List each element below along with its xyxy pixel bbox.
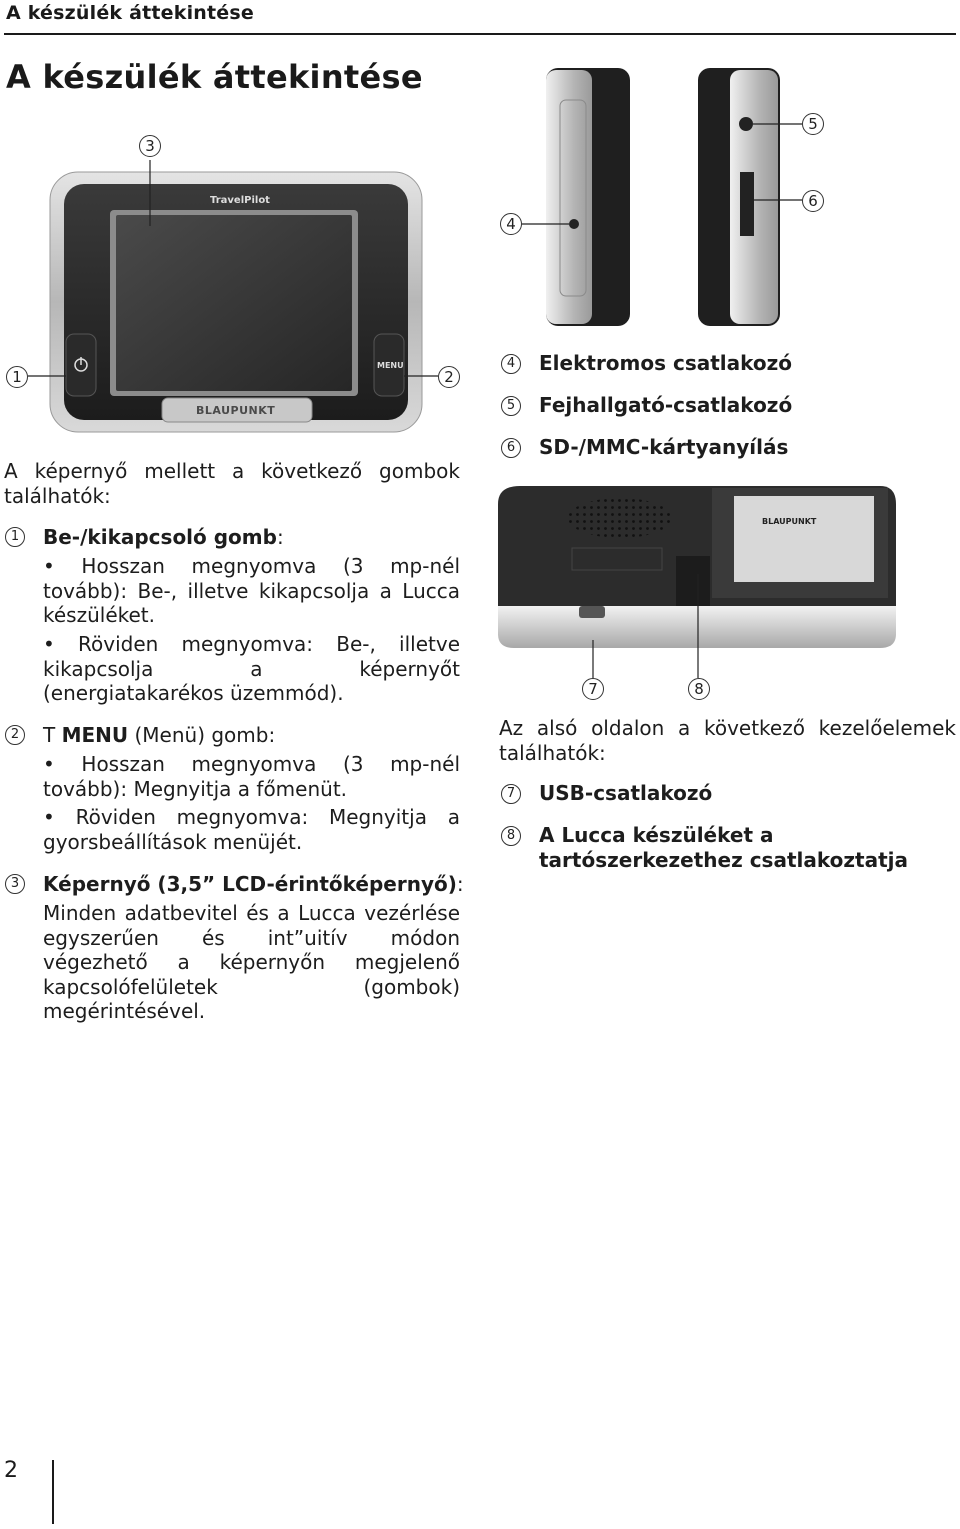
item-2-bullet-1 [43, 752, 460, 801]
item-1-bullet-2 [43, 632, 460, 706]
item-1-num: 1 [5, 527, 25, 547]
callout-6: 6 [802, 190, 824, 212]
bottom-intro: Az alsó oldalon a következő kezelőelemek találhatók: [499, 716, 956, 765]
callout-3: 3 [139, 135, 161, 157]
item-1-bullet-2-text: Röviden megnyomva: Be-, illetve kikapcsolja a képernyőt (energiatakarékos üzemmód). [43, 632, 460, 705]
label-electric-connector: Elektromos csatlakozó [539, 351, 793, 375]
bottom-label-brand: BLAUPUNKT [762, 517, 817, 526]
item-3-num: 3 [5, 874, 25, 894]
callout-5: 5 [802, 113, 824, 135]
item-2-heading [43, 723, 275, 748]
item-3-heading [43, 872, 464, 897]
label-holder-connector: A Lucca készüléket a tartószerkezethez csatlakoztatja [539, 823, 908, 872]
label-usb-connector: USB-csatlakozó [539, 781, 713, 805]
bullet-dot: • [43, 554, 82, 578]
item-1-title: Be-/kikapcsoló gomb [43, 525, 277, 549]
bottom-view-illustration [490, 470, 910, 700]
label-num-8: 8 [501, 826, 521, 846]
item-2-suffix: (Menü) gomb: [128, 723, 276, 747]
item-3-suffix: : [456, 872, 464, 896]
item-1-bullet-1-text: Hosszan megnyomva (3 mp-nél tovább): Be-, illetve kikapcsolja a Lucca készüléket. [43, 554, 461, 627]
bullet-dot: • [43, 805, 76, 829]
item-2-bullet-2-text: Röviden megnyomva: Megnyitja a gyorsbeállítások menüjét. [43, 805, 460, 854]
label-num-5: 5 [501, 396, 521, 416]
item-2-prefix: T [43, 723, 62, 747]
label-num-4: 4 [501, 354, 521, 374]
item-3-title: Képernyő (3,5” LCD-érintőképernyő) [43, 872, 457, 896]
item-2-title: MENU [61, 723, 129, 747]
item-3-body: Minden adatbevitel és a Lucca vezérlése egyszerűen és int”uitív módon végezhető a képernyőn megjelenő kapcsolófelületek (gombok) megérintésével. [43, 901, 460, 1023]
intro-paragraph: A képernyő mellett a következő gombok találhatók: [4, 459, 460, 508]
side-views-illustration [480, 60, 840, 335]
bullet-dot: • [43, 632, 78, 656]
travelpilot-logo: TravelPilot [210, 195, 270, 206]
front-device-illustration [0, 120, 480, 440]
item-2-bullet-1-text: Hosszan megnyomva (3 mp-nél tovább): Megnyitja a főmenüt. [43, 752, 461, 801]
bottom-view-figure [490, 470, 910, 700]
label-headphone-connector: Fejhallgató-csatlakozó [539, 393, 793, 417]
item-1-heading [43, 525, 284, 550]
callout-1: 1 [6, 366, 28, 388]
page-title: A készülék áttekintése [6, 58, 423, 96]
item-2-bullet-2 [43, 805, 460, 854]
label-sd-slot: SD-/MMC-kártyanyílás [539, 435, 789, 459]
page-number: 2 [4, 1458, 18, 1483]
item-1-suffix: : [276, 525, 284, 549]
side-views-figure [480, 60, 840, 335]
callout-8: 8 [688, 678, 710, 700]
callout-7: 7 [582, 678, 604, 700]
item-2-num: 2 [5, 725, 25, 745]
label-num-7: 7 [501, 784, 521, 804]
item-1-bullet-1 [43, 554, 460, 628]
callout-4: 4 [500, 213, 522, 235]
label-num-6: 6 [501, 438, 521, 458]
bullet-dot: • [43, 752, 82, 776]
header-rule [4, 33, 956, 35]
running-header: A készülék áttekintése [6, 2, 254, 24]
front-device-figure [0, 120, 480, 440]
blaupunkt-logo: BLAUPUNKT [196, 404, 276, 417]
menu-button-label: MENU [377, 361, 404, 370]
footer-rule [52, 1460, 54, 1524]
callout-2: 2 [438, 366, 460, 388]
